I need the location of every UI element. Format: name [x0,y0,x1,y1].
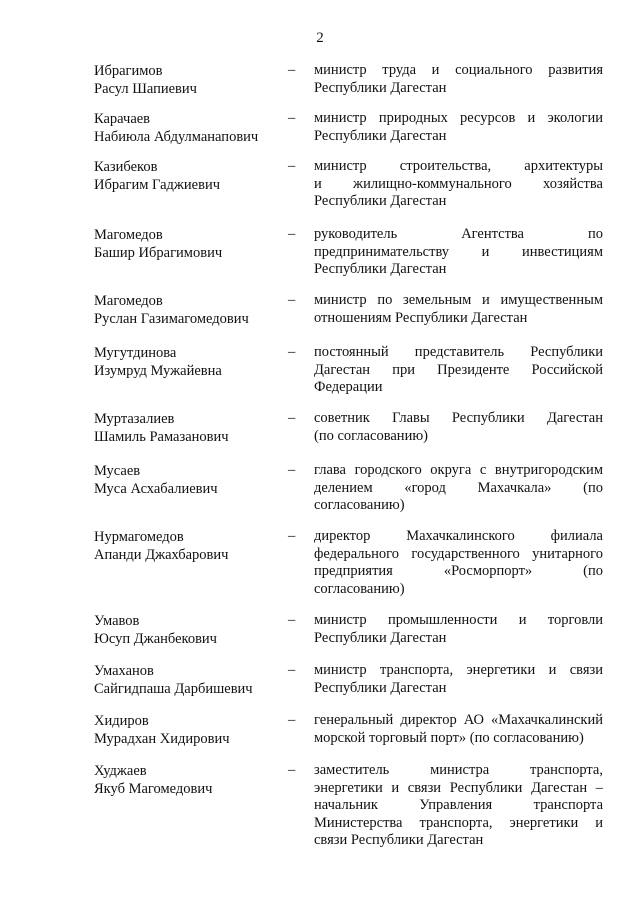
position-line: глава городского округа с внутригородским [314,462,603,478]
position-line: Министерства транспорта, энергетики и [314,814,603,831]
position-line: энергетики и связи Республики Дагестан – [314,779,603,796]
separator-dash: – [288,662,296,678]
member-name [94,762,279,798]
position-line: делением «город Махачкала» (по [314,479,603,496]
separator-dash: – [288,712,296,728]
position-line: министр по земельным и имущественным [314,292,603,308]
separator-dash: – [288,612,296,628]
member-name [94,612,279,648]
member-given-names: Набиюла Абдулманапович [94,129,259,145]
member-name [94,528,279,564]
member-surname: Умавов [94,613,140,629]
member-surname: Магомедов [94,227,163,243]
member-position [314,344,603,397]
position-line: Республики Дагестан [314,127,447,144]
member-name [94,62,279,98]
position-line: министр промышленности и торговли [314,612,603,628]
separator-dash: – [288,462,296,478]
position-line: отношениям Республики Дагестан [314,309,528,326]
member-surname: Худжаев [94,763,147,779]
position-line: министр природных ресурсов и экологии [314,110,603,126]
separator-dash: – [288,158,296,174]
member-surname: Хидиров [94,713,149,729]
member-position [314,226,603,279]
member-surname: Мугутдинова [94,345,177,361]
member-name [94,158,279,194]
member-name [94,292,279,328]
position-line: постоянный представитель Республики [314,344,603,360]
position-line: Республики Дагестан [314,261,447,277]
separator-dash: – [288,110,296,126]
separator-dash: – [288,344,296,360]
member-surname: Мусаев [94,463,141,479]
member-given-names: Якуб Магомедович [94,781,213,797]
member-given-names: Сайгидпаша Дарбишевич [94,681,253,697]
separator-dash: – [288,762,296,778]
member-surname: Ибрагимов [94,63,163,79]
separator-dash: – [288,62,296,78]
member-given-names: Юсуп Джанбекович [94,631,217,647]
position-line: Республики Дагестан [314,193,447,209]
position-line: Республики Дагестан [314,679,447,696]
member-position [314,612,603,647]
separator-dash: – [288,226,296,242]
member-given-names: Апанди Джахбарович [94,547,229,563]
position-line: морской торговый порт» (по согласованию) [314,729,584,746]
member-position [314,292,603,327]
member-position [314,62,603,97]
member-name [94,344,279,380]
position-line: и жилищно-коммунального хозяйства [314,175,603,192]
separator-dash: – [288,292,296,308]
position-line: предпринимательству и инвестициям [314,243,603,260]
position-line: министр труда и социального развития [314,62,603,78]
member-position [314,462,603,515]
separator-dash: – [288,528,296,544]
position-line: генеральный директор АО «Махачкалинский [314,712,603,728]
position-line: федерального государственного унитарного [314,545,603,562]
position-line: Федерации [314,379,383,395]
position-line: заместитель министра транспорта, [314,762,603,778]
position-line: руководитель Агентства по [314,226,603,242]
member-name [94,462,279,498]
member-given-names: Мурадхан Хидирович [94,731,230,747]
member-surname: Муртазалиев [94,411,175,427]
position-line: министр транспорта, энергетики и связи [314,662,603,678]
page-number: 2 [316,30,324,46]
position-line: начальник Управления транспорта [314,797,603,813]
position-line: Республики Дагестан [314,629,447,646]
member-position [314,712,603,747]
member-given-names: Расул Шапиевич [94,81,197,97]
position-line: согласованию) [314,580,405,597]
member-given-names: Муса Асхабалиевич [94,481,218,497]
member-name [94,110,279,146]
member-name [94,410,279,446]
position-line: Дагестан при Президенте Российской [314,361,603,378]
position-line: директор Махачкалинского филиала [314,528,603,544]
member-position [314,158,603,211]
separator-dash: – [288,410,296,426]
member-given-names: Шамиль Рамазанович [94,429,229,445]
member-position [314,762,603,850]
position-line: согласованию) [314,497,405,513]
member-given-names: Ибрагим Гаджиевич [94,177,220,193]
member-surname: Казибеков [94,159,158,175]
member-position [314,410,603,445]
member-surname: Нурмагомедов [94,529,184,545]
position-line: связи Республики Дагестан [314,832,484,848]
position-line: Республики Дагестан [314,79,447,96]
position-line: предприятия «Росморпорт» (по [314,563,603,579]
member-position [314,662,603,697]
position-line: советник Главы Республики Дагестан [314,410,603,426]
member-position [314,528,603,598]
member-name [94,226,279,262]
member-surname: Карачаев [94,111,151,127]
member-surname: Магомедов [94,293,163,309]
member-name [94,662,279,698]
member-given-names: Башир Ибрагимович [94,245,223,261]
position-line: (по согласованию) [314,427,428,444]
member-given-names: Изумруд Мужайевна [94,363,222,379]
member-surname: Умаханов [94,663,154,679]
member-position [314,110,603,145]
member-given-names: Руслан Газимагомедович [94,311,249,327]
position-line: министр строительства, архитектуры [314,158,603,174]
member-name [94,712,279,748]
